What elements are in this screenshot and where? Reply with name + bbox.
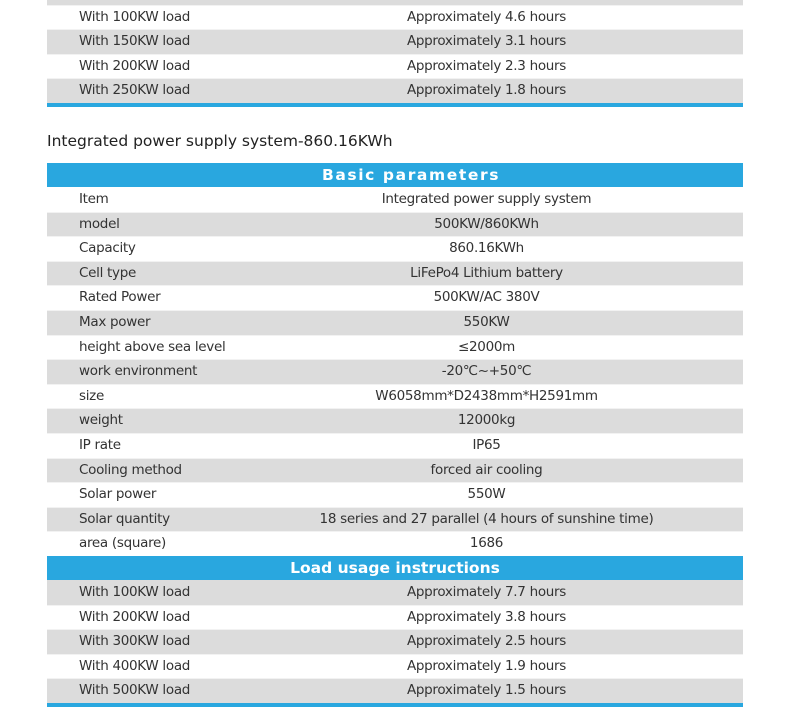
table-row (47, 54, 743, 79)
top-load-table (47, 0, 743, 107)
row-label: size (79, 387, 104, 404)
row-label: work environment (79, 363, 198, 380)
table-row (47, 236, 743, 261)
specs-table (47, 163, 743, 707)
row-label: With 300KW load (79, 633, 191, 650)
table-row (47, 629, 743, 654)
row-value: 12000kg (457, 412, 516, 429)
row-value: IP65 (472, 436, 501, 453)
row-label: Cooling method (79, 461, 182, 478)
load-usage-header: Load usage instructions (47, 556, 743, 580)
row-label: With 250KW load (79, 82, 191, 99)
table-row (47, 29, 743, 54)
row-label: With 150KW load (79, 33, 191, 50)
section-title: Integrated power supply system-860.16KWh (47, 132, 393, 150)
table-row (47, 5, 743, 30)
row-value: Approximately 1.8 hours (406, 82, 567, 99)
table-bottom-border (47, 703, 743, 707)
table-row (47, 285, 743, 310)
table-row (47, 654, 743, 679)
row-value: Integrated power supply system (381, 191, 592, 207)
row-value: Approximately 3.1 hours (406, 33, 567, 50)
row-label: Max power (79, 313, 151, 330)
row-value: -20℃~+50℃ (441, 363, 532, 380)
row-value: forced air cooling (430, 461, 543, 478)
table-row (47, 212, 743, 237)
table-row (47, 384, 743, 409)
row-value: Approximately 3.8 hours (406, 608, 567, 625)
row-label: Cell type (79, 264, 136, 281)
table-row (47, 482, 743, 507)
row-value: Approximately 4.6 hours (406, 8, 567, 25)
table-bottom-border (47, 103, 743, 107)
table-row (47, 580, 743, 605)
table-row (47, 507, 743, 532)
table-row (47, 433, 743, 458)
table-row (47, 678, 743, 703)
row-value: 1686 (469, 535, 504, 552)
row-value: Approximately 2.3 hours (406, 57, 567, 74)
row-label: With 100KW load (79, 8, 191, 25)
table-row (47, 605, 743, 630)
row-label: weight (79, 412, 123, 429)
row-value: 550KW (463, 313, 510, 330)
table-row (47, 408, 743, 433)
table-row (47, 335, 743, 360)
row-label: Rated Power (79, 289, 161, 306)
row-label: Solar quantity (79, 510, 170, 527)
basic-parameters-header: Basic parameters (47, 163, 743, 187)
table-row (47, 458, 743, 483)
table-row (47, 187, 743, 212)
row-value: 500KW/AC 380V (433, 289, 540, 306)
table-row (47, 310, 743, 335)
row-label: With 200KW load (79, 608, 191, 625)
row-label: With 500KW load (79, 682, 191, 699)
row-label: height above sea level (79, 338, 226, 355)
row-value: Approximately 1.5 hours (406, 682, 567, 699)
row-label: With 400KW load (79, 657, 191, 674)
row-label: Item (79, 191, 109, 207)
row-value: LiFePo4 Lithium battery (410, 264, 563, 281)
row-value: 18 series and 27 parallel (4 hours of sunshine time) (319, 510, 654, 527)
row-label: IP rate (79, 436, 121, 453)
table-row (47, 359, 743, 384)
row-value: Approximately 1.9 hours (406, 657, 567, 674)
row-label: With 200KW load (79, 57, 191, 74)
row-value: ≤2000m (457, 338, 516, 355)
row-label: model (79, 215, 120, 232)
row-label: Solar power (79, 486, 157, 503)
row-value: W6058mm*D2438mm*H2591mm (375, 387, 598, 404)
row-value: 550W (467, 486, 506, 503)
row-value: 860.16KWh (449, 240, 524, 257)
table-row (47, 78, 743, 103)
row-value: Approximately 7.7 hours (406, 583, 567, 600)
table-row (47, 261, 743, 286)
row-label: Capacity (79, 240, 136, 257)
row-value: 500KW/860KWh (434, 215, 539, 232)
table-row (47, 531, 743, 556)
row-value: Approximately 2.5 hours (406, 633, 567, 650)
row-label: With 100KW load (79, 583, 191, 600)
row-label: area (square) (79, 535, 167, 552)
